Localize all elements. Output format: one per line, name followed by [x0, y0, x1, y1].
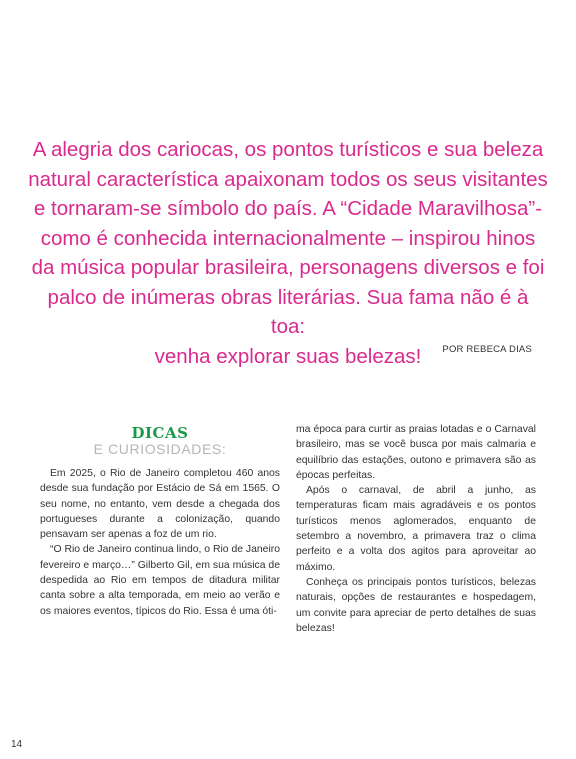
left-column	[40, 466, 280, 619]
section-title: DICAS	[131, 424, 189, 442]
body-paragraph: ma época para curtir as praias lotadas e o Carnaval brasileiro, mas se você busca por mais calmaria e equilíbrio das estações, outono e primavera são as épocas perfeitas.	[296, 424, 536, 481]
intro-line: A alegria dos cariocas, os pontos turísticos e sua beleza	[32, 138, 544, 161]
intro-line: natural característica apaixonam todos os seus visitantes	[28, 167, 548, 191]
body-paragraph: “O Rio de Janeiro continua lindo, o Rio de Janeiro fevereiro e março…” Gilberto Gil, em sua música de despedida ao Rio em tempos de ditadura militar canta sobre a alta temporada, em meio ao verão e os maiores eventos, típicos do Rio. Essa é uma óti-	[40, 544, 280, 617]
author-byline: POR REBECA DIAS	[442, 344, 532, 355]
intro-paragraph	[28, 135, 548, 371]
body-paragraph: Em 2025, o Rio de Janeiro completou 460 anos desde sua fundação por Estácio de Sá em 1565. O seu nome, no entanto, vem desde a chegada dos portugueses durante a colonização, quando pensavam ser apenas a foz de um rio.	[40, 468, 280, 541]
intro-line: e tornaram-se símbolo do país. A “Cidade Maravilhosa”-	[33, 197, 543, 220]
intro-line: venha explorar suas belezas!	[154, 344, 422, 368]
body-paragraph: Após o carnaval, de abril a junho, as temperaturas ficam mais agradáveis e os pontos turísticos menos aglomerados, enquanto de setembro a novembro, a primavera traz o clima perfeito e a volta dos agitos para aproveitar ao máximo.	[296, 485, 536, 573]
intro-line: como é conhecida internacionalmente – inspirou hinos	[40, 226, 536, 250]
body-paragraph: Conheça os principais pontos turísticos, belezas naturais, opções de restaurantes e hospedagem, um convite para apreciar de perto detalhes de suas belezas!	[296, 576, 536, 634]
page-number: 14	[11, 739, 23, 750]
section-subtitle: E CURIOSIDADES:	[93, 441, 227, 457]
intro-line: palco de inúmeras obras literárias. Sua fama não é à toa:	[47, 285, 529, 338]
intro-line: da música popular brasileira, personagens diversos e foi	[31, 256, 545, 279]
right-column	[296, 422, 536, 636]
